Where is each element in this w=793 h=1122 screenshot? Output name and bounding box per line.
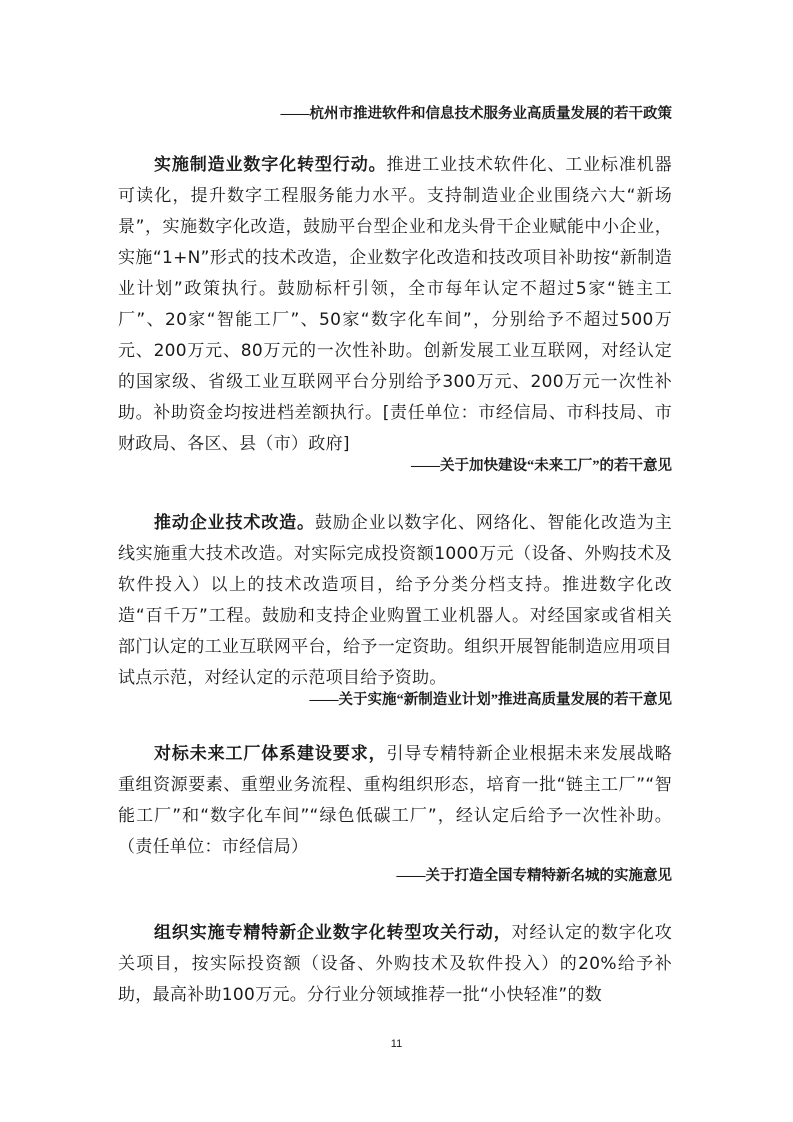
section-body-3: 引导专精特新企业根据未来发展战略重组资源要素、重塑业务流程、重构组织形态，培育一批“链主工厂”“智能工厂”和“数字化车间”“绿色低碳工厂”，经认定后给予一次性补助。（责任单位：市经信局） [118,744,672,857]
section-lead-2: 推动企业技术改造。 [154,513,315,533]
section-paragraph-2 [118,508,672,694]
section-body-2: 鼓励企业以数字化、网络化、智能化改造为主线实施重大技术改造。对实际完成投资额1000万元（设备、外购技术及软件投入）以上的技术改造项目，给予分类分档支持。推进数字化改造“百千万”工程。鼓励和支持企业购置工业机器人。对经国家或省相关部门认定的工业互联网平台，给予一定资助。组织开展智能制造应用项目试点示范，对经认定的示范项目给予资助。 [118,513,673,688]
section-body-4: 对经认定的数字化攻关项目，按实际投资额（设备、外购技术及软件投入）的20%给予补助，最高补助100万元。分行业分领域推荐一批“小快轻准”的数 [118,923,672,1005]
source-title-top: ——杭州市推进软件和信息技术服务业高质量发展的若干政策 [280,106,672,122]
page-number: 11 [390,1038,403,1050]
section-lead-3: 对标未来工厂体系建设要求， [154,744,387,764]
section-lead-4: 组织实施专精特新企业数字化转型攻关行动， [154,923,512,943]
source-title-3: ——关于打造全国专精特新名城的实施意见 [396,868,672,884]
section-paragraph-3 [118,739,672,863]
source-title-1: ——关于加快建设“未来工厂”的若干意见 [411,458,672,474]
source-title-2: ——关于实施“新制造业计划”推进高质量发展的若干意见 [309,692,672,708]
section-lead-1: 实施制造业数字化转型行动。 [154,155,387,175]
section-body-1: 推进工业技术软件化、工业标准机器可读化，提升数字工程服务能力水平。支持制造业企业围绕六大“新场景”，实施数字化改造，鼓励平台型企业和龙头骨干企业赋能中小企业，实施“1+N”形式的技术改造，企业数字化改造和技改项目补助按“新制造业计划”政策执行。鼓励标杆引领，全市每年认定不超过5家“链主工厂”、20家“智能工厂”、50家“数字化车间”，分别给予不超过500万元、200万元、80万元的一次性补助。创新发展工业互联网，对经认定的国家级、省级工业互联网平台分别给予300万元、200万元一次性补助。补助资金均按进档差额执行。[责任单位：市经信局、市科技局、市财政局、各区、县（市）政府] [118,155,672,454]
section-paragraph-4 [118,918,672,1011]
section-paragraph-1 [118,150,672,460]
